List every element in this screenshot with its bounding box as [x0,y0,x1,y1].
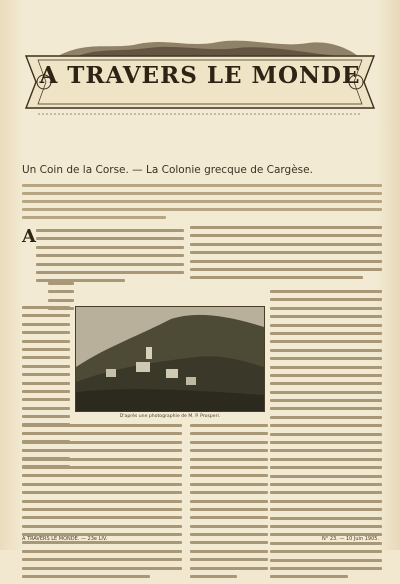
figure-caption: D'après une photographie de M. P. Prosperi. [119,414,221,419]
footer-right: N° 23. — 10 Juin 1905. [322,536,380,542]
middle-column-bottom [190,424,268,583]
intro-paragraph [22,184,382,224]
footer-left: A TRAVERS LE MONDE. — 23e LIV. [22,536,108,542]
left-column-top [36,229,184,288]
village-photograph [75,306,265,412]
left-column-bottom [22,424,182,583]
right-column-top [190,226,382,285]
masthead [18,38,382,118]
article-headline: Un Coin de la Corse. — La Colonie grecque de Cargèse. [22,164,313,176]
masthead-title: A TRAVERS LE MONDE [39,62,361,89]
drop-cap: A [22,226,36,247]
